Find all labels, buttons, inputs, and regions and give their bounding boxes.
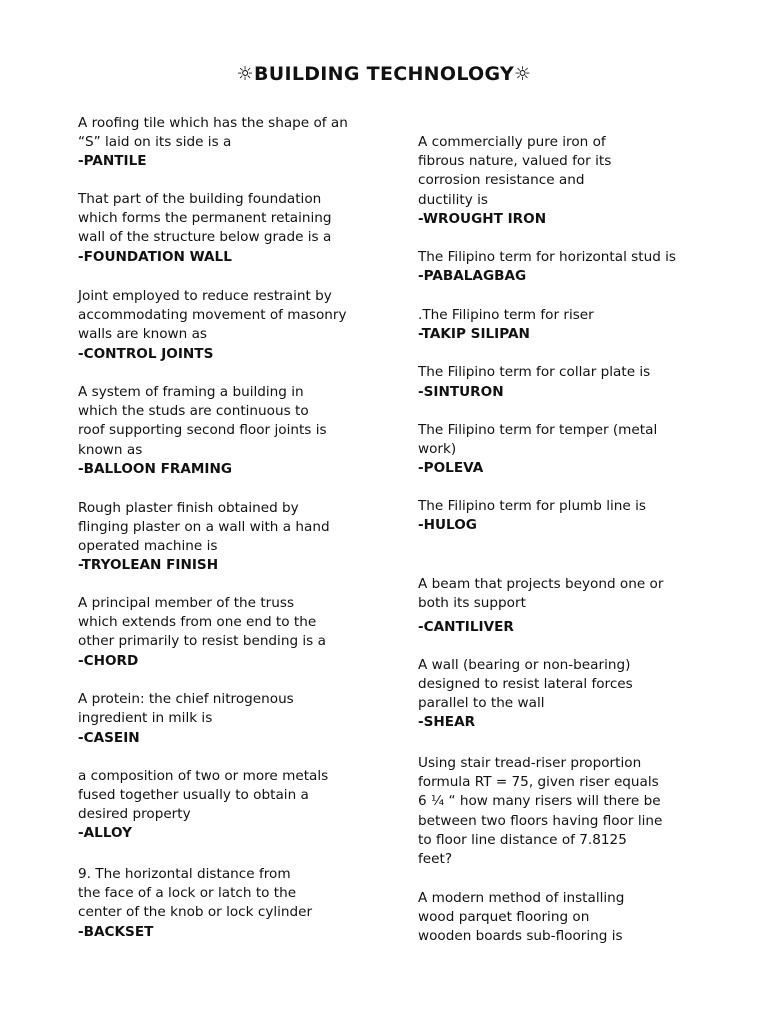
question-text: The Filipino term for plumb line is — [418, 498, 646, 514]
answer-text: -WROUGHT IRON — [418, 211, 547, 227]
question-text: 9. The horizontal distance from the face of a lock or latch to the center of the knob or lock cylinder — [78, 866, 313, 921]
answer-text: -BALLOON FRAMING — [78, 461, 232, 477]
question-text: Rough plaster finish obtained by flinging plaster on a wall with a hand operated machine is — [78, 500, 330, 555]
question-text: A protein: the chief nitrogenous ingredient in milk is — [78, 691, 294, 727]
answer-text: -PANTILE — [78, 153, 147, 169]
answer-text: -BACKSET — [78, 924, 154, 940]
question-text: The Filipino term for horizontal stud is — [418, 249, 677, 265]
answer-text: -SHEAR — [418, 714, 476, 730]
answer-text: -PABALAGBAG — [418, 268, 527, 284]
page-title: ☼BUILDING TECHNOLOGY☼ — [236, 63, 532, 85]
question-text: A principal member of the truss which extends from one end to the other primarily to resist bending is a — [78, 595, 326, 650]
question-text: .The Filipino term for riser — [418, 307, 594, 323]
answer-text: -HULOG — [418, 517, 477, 533]
question-text: A commercially pure iron of fibrous nature, valued for its corrosion resistance and ductility is — [418, 134, 612, 208]
answer-text: -CONTROL JOINTS — [78, 346, 214, 362]
answer-text: -FOUNDATION WALL — [78, 249, 232, 265]
answer-text: -CHORD — [78, 653, 139, 669]
answer-text: -ALLOY — [78, 825, 132, 841]
answer-text: -TRYOLEAN FINISH — [78, 557, 219, 573]
question-text: A beam that projects beyond one or both its support — [418, 576, 664, 612]
question-text: The Filipino term for temper (metal work) — [418, 422, 658, 458]
answer-text: -POLEVA — [418, 460, 484, 476]
question-text: The Filipino term for collar plate is — [418, 364, 651, 380]
answer-text: -SINTURON — [418, 384, 504, 400]
question-text: A modern method of installing wood parquet flooring on wooden boards sub-flooring is — [418, 890, 625, 945]
answer-text: -CANTILIVER — [418, 619, 514, 635]
question-text: Using stair tread-riser proportion formula RT = 75, given riser equals 6 ¼ “ how many risers will there be between two floors having floor line to floor line distance of 7.8125 feet? — [418, 755, 663, 868]
question-text: A wall (bearing or non-bearing) designed to resist lateral forces parallel to the wall — [418, 657, 633, 712]
answer-text: -CASEIN — [78, 730, 140, 746]
answer-text: -TAKIP SILIPAN — [418, 326, 530, 342]
question-text: That part of the building foundation which forms the permanent retaining wall of the structure below grade is a — [78, 191, 332, 246]
question-text: a composition of two or more metals fused together usually to obtain a desired property — [78, 768, 329, 823]
question-text: Joint employed to reduce restraint by accommodating movement of masonry walls are known as — [78, 288, 347, 343]
question-text: A system of framing a building in which the studs are continuous to roof supporting second floor joints is known as — [78, 384, 327, 458]
question-text: A roofing tile which has the shape of an “S” laid on its side is a — [78, 115, 348, 151]
